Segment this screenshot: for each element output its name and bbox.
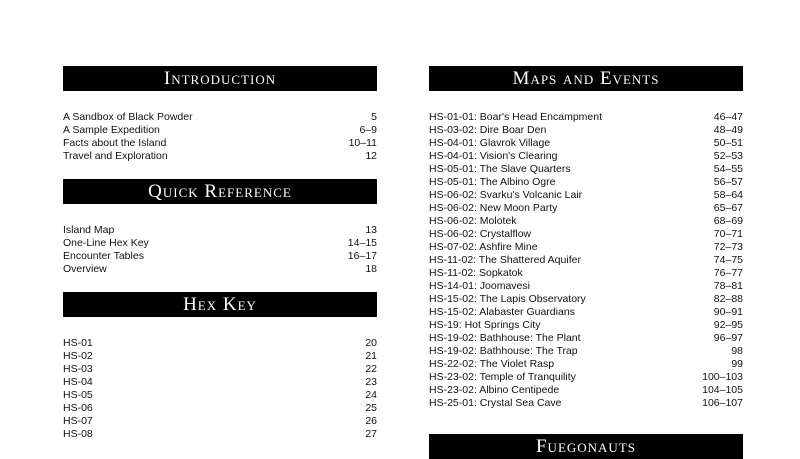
toc-entry[interactable] — [429, 215, 743, 228]
toc-entry-label: Overview — [63, 263, 107, 275]
toc-entry-label: HS-01-01: Boar's Head Encampment — [429, 111, 603, 123]
toc-entry[interactable] — [429, 137, 743, 150]
toc-entry[interactable] — [63, 224, 377, 237]
toc-entry-page: 18 — [365, 263, 377, 275]
toc-entry[interactable] — [429, 280, 743, 293]
toc-entry[interactable] — [63, 363, 377, 376]
toc-entry-page: 12 — [365, 150, 377, 162]
toc-entry[interactable] — [429, 150, 743, 163]
toc-entry-label: HS-01 — [63, 337, 93, 349]
toc-entry[interactable] — [429, 254, 743, 267]
toc-entry-page: 56–57 — [713, 176, 743, 188]
toc-entry-page: 23 — [365, 376, 377, 388]
toc-entry[interactable] — [429, 189, 743, 202]
toc-entry[interactable] — [429, 345, 743, 358]
toc-entry[interactable] — [63, 111, 377, 124]
toc-entry-label: HS-19-02: Bathhouse: The Trap — [429, 345, 578, 357]
toc-entry-page: 90–91 — [713, 306, 743, 318]
section-header-quick-reference: Quick Reference — [63, 179, 377, 204]
toc-entry-page: 27 — [365, 428, 377, 440]
toc-entry-page: 13 — [365, 224, 377, 236]
toc-entry-label: Facts about the Island — [63, 137, 167, 149]
toc-entry-page: 14–15 — [347, 237, 377, 249]
toc-entry-label: Island Map — [63, 224, 115, 236]
section-header-maps-and-events: Maps and Events — [429, 66, 743, 91]
toc-entry-label: Encounter Tables — [63, 250, 144, 262]
toc-entry-page: 54–55 — [713, 163, 743, 175]
toc-entry-label: HS-06-02: Svarku's Volcanic Lair — [429, 189, 583, 201]
hex-key-list — [63, 337, 377, 441]
toc-entry-label: HS-15-02: Alabaster Guardians — [429, 306, 575, 318]
toc-entry-label: HS-08 — [63, 428, 93, 440]
toc-entry-label: HS-11-02: The Shattered Aquifer — [429, 254, 581, 266]
toc-entry-page: 24 — [365, 389, 377, 401]
toc-entry-label: HS-03-02: Dire Boar Den — [429, 124, 547, 136]
toc-entry[interactable] — [429, 267, 743, 280]
toc-entry-page: 46–47 — [713, 111, 743, 123]
toc-entry-label: HS-14-01: Joomavesi — [429, 280, 530, 292]
toc-entry[interactable] — [63, 237, 377, 250]
toc-entry-page: 100–103 — [702, 371, 743, 383]
toc-entry[interactable] — [429, 332, 743, 345]
toc-entry[interactable] — [429, 202, 743, 215]
toc-entry-label: HS-06-02: New Moon Party — [429, 202, 558, 214]
toc-entry[interactable] — [429, 306, 743, 319]
toc-entry-page: 21 — [365, 350, 377, 362]
toc-entry-page: 106–107 — [702, 397, 743, 409]
toc-entry[interactable] — [429, 293, 743, 306]
toc-entry-page: 68–69 — [713, 215, 743, 227]
toc-entry-page: 65–67 — [713, 202, 743, 214]
toc-entry-label: HS-23-02: Albino Centipede — [429, 384, 560, 396]
toc-entry[interactable] — [63, 263, 377, 276]
toc-entry-label: HS-07 — [63, 415, 93, 427]
toc-entry-page: 5 — [371, 111, 377, 123]
quick-reference-list — [63, 224, 377, 276]
toc-entry[interactable] — [429, 319, 743, 332]
toc-entry-page: 26 — [365, 415, 377, 427]
toc-entry-page: 6–9 — [359, 124, 377, 136]
introduction-list — [63, 111, 377, 163]
toc-entry-page: 10–11 — [348, 137, 377, 149]
toc-entry-label: One-Line Hex Key — [63, 237, 149, 249]
toc-entry-page: 16–17 — [347, 250, 377, 262]
toc-entry-page: 52–53 — [713, 150, 743, 162]
toc-right-column — [429, 66, 743, 459]
toc-entry-label: HS-04-01: Glavrok Village — [429, 137, 551, 149]
toc-entry[interactable] — [63, 389, 377, 402]
section-header-fuegonauts: Fuegonauts — [429, 434, 743, 459]
toc-left-column — [63, 66, 377, 441]
toc-entry-page: 82–88 — [713, 293, 743, 305]
toc-entry-page: 58–64 — [713, 189, 743, 201]
section-header-hex-key: Hex Key — [63, 292, 377, 317]
toc-entry-label: HS-25-01: Crystal Sea Cave — [429, 397, 562, 409]
toc-entry-page: 50–51 — [713, 137, 743, 149]
toc-entry[interactable] — [63, 402, 377, 415]
toc-entry[interactable] — [429, 124, 743, 137]
toc-entry[interactable] — [63, 124, 377, 137]
toc-entry[interactable] — [63, 337, 377, 350]
toc-entry[interactable] — [429, 397, 743, 410]
toc-entry-label: HS-05 — [63, 389, 93, 401]
toc-entry[interactable] — [63, 250, 377, 263]
toc-entry-label: HS-07-02: Ashfire Mine — [429, 241, 538, 253]
toc-entry-label: HS-19: Hot Springs City — [429, 319, 541, 331]
maps-and-events-list — [429, 111, 743, 410]
toc-entry[interactable] — [429, 358, 743, 371]
toc-entry-label: HS-22-02: The Violet Rasp — [429, 358, 555, 370]
toc-entry-page: 25 — [365, 402, 377, 414]
toc-entry-label: HS-05-01: The Albino Ogre — [429, 176, 556, 188]
toc-entry-page: 72–73 — [713, 241, 743, 253]
toc-entry-label: HS-04 — [63, 376, 93, 388]
section-header-introduction: Introduction — [63, 66, 377, 91]
toc-entry[interactable] — [63, 415, 377, 428]
toc-entry-label: HS-23-02: Temple of Tranquility — [429, 371, 576, 383]
toc-entry-label: HS-04-01: Vision's Clearing — [429, 150, 558, 162]
toc-entry[interactable] — [429, 228, 743, 241]
toc-entry-page: 20 — [365, 337, 377, 349]
toc-entry-page: 22 — [365, 363, 377, 375]
toc-entry-label: Travel and Exploration — [63, 150, 168, 162]
toc-entry[interactable] — [63, 137, 377, 150]
toc-entry-label: HS-06-02: Molotek — [429, 215, 517, 227]
toc-entry-label: A Sandbox of Black Powder — [63, 111, 193, 123]
toc-entry-page: 96–97 — [713, 332, 743, 344]
toc-entry-page: 99 — [731, 358, 743, 370]
toc-entry[interactable] — [63, 350, 377, 363]
toc-entry-label: HS-06 — [63, 402, 93, 414]
toc-entry-page: 98 — [731, 345, 743, 357]
toc-entry[interactable] — [429, 111, 743, 124]
toc-entry-label: HS-15-02: The Lapis Observatory — [429, 293, 586, 305]
toc-entry-label: HS-19-02: Bathhouse: The Plant — [429, 332, 581, 344]
toc-entry-page: 70–71 — [713, 228, 743, 240]
toc-entry[interactable] — [63, 428, 377, 441]
toc-entry-label: HS-03 — [63, 363, 93, 375]
toc-entry-page: 104–105 — [702, 384, 743, 396]
toc-entry-page: 78–81 — [713, 280, 743, 292]
toc-entry[interactable] — [63, 150, 377, 163]
toc-entry-page: 76–77 — [713, 267, 743, 279]
toc-entry[interactable] — [429, 176, 743, 189]
toc-entry-page: 92–95 — [713, 319, 743, 331]
toc-entry[interactable] — [429, 241, 743, 254]
toc-entry-page: 74–75 — [713, 254, 743, 266]
toc-entry-label: HS-05-01: The Slave Quarters — [429, 163, 571, 175]
toc-entry[interactable] — [429, 384, 743, 397]
toc-entry[interactable] — [429, 163, 743, 176]
toc-entry-label: A Sample Expedition — [63, 124, 160, 136]
toc-entry-label: HS-02 — [63, 350, 93, 362]
toc-entry-label: HS-06-02: Crystalflow — [429, 228, 532, 240]
toc-entry[interactable] — [429, 371, 743, 384]
toc-entry-page: 48–49 — [713, 124, 743, 136]
toc-entry[interactable] — [63, 376, 377, 389]
toc-entry-label: HS-11-02: Sopkatok — [429, 267, 523, 279]
